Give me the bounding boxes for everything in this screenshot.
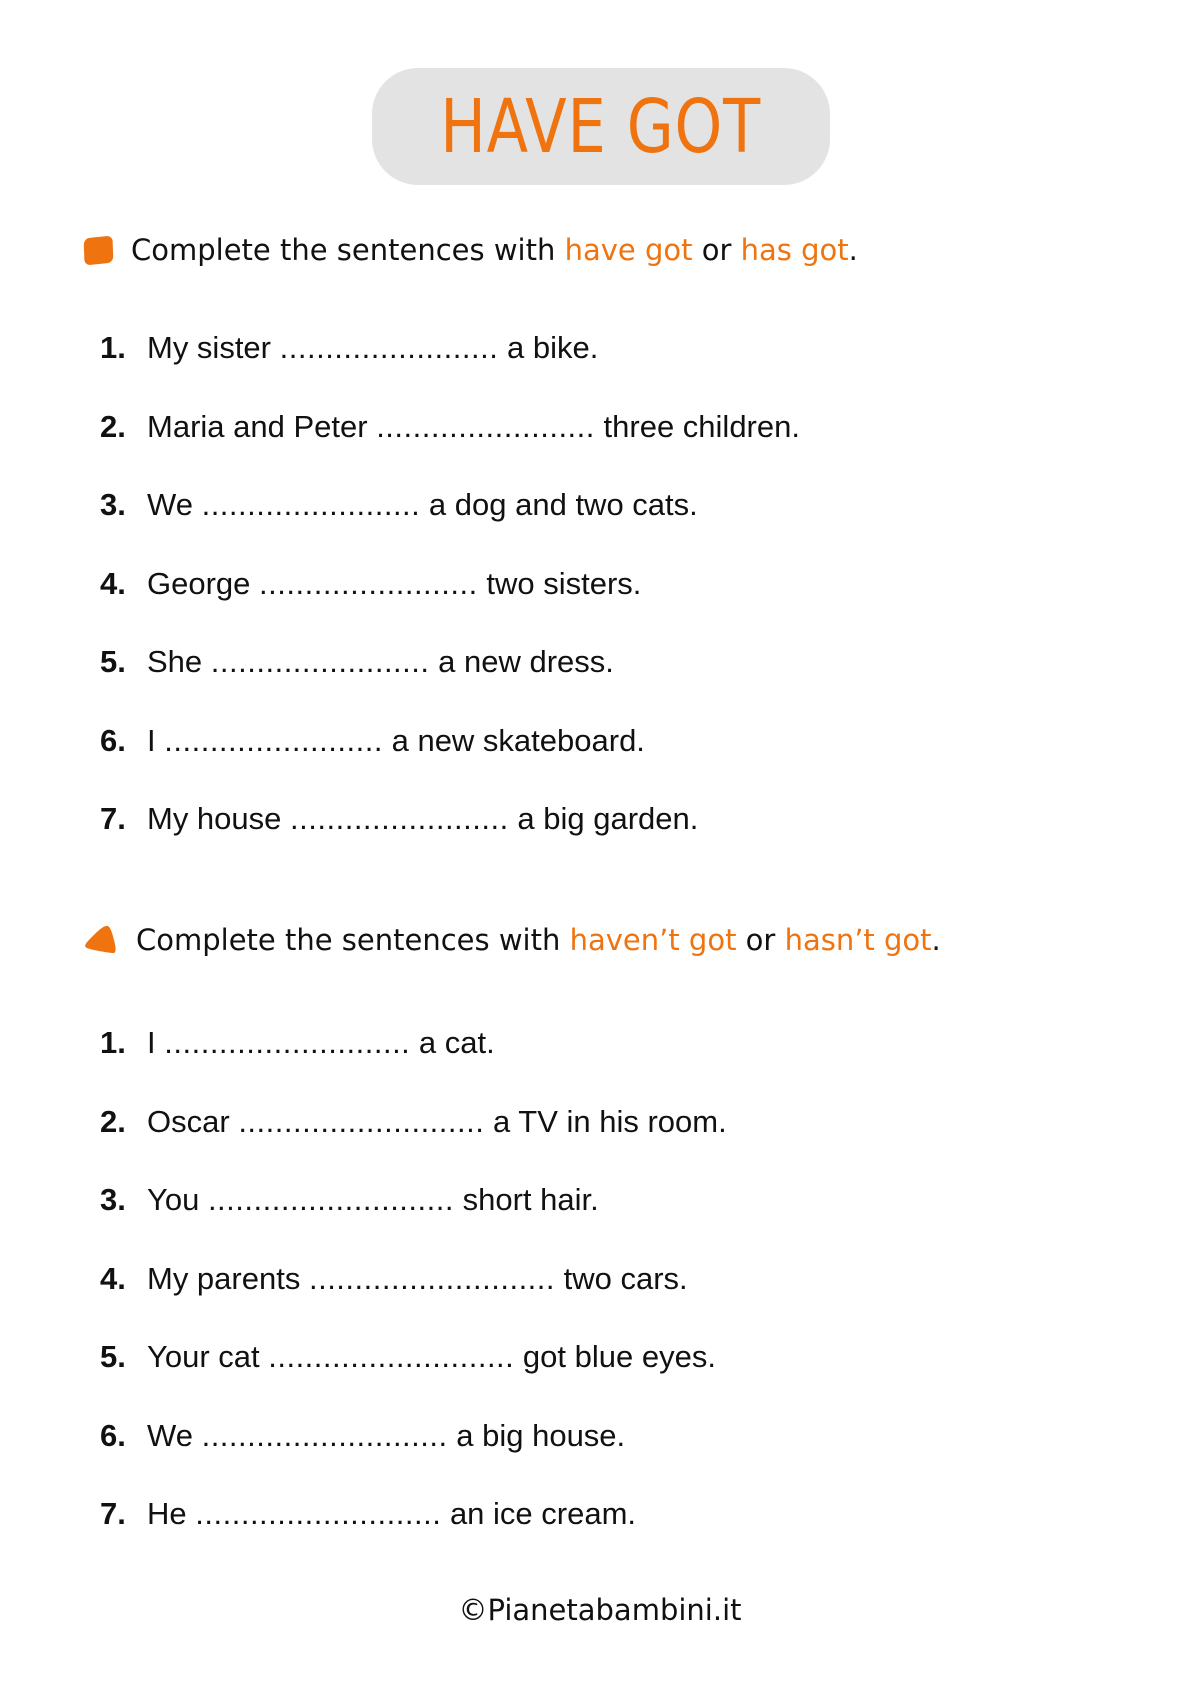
answer-blank[interactable]: ........................ bbox=[210, 644, 430, 680]
exercise-item bbox=[100, 702, 800, 781]
exercise-item bbox=[100, 1397, 727, 1476]
exercise-item bbox=[100, 466, 800, 545]
item-number: 3. bbox=[100, 487, 126, 523]
item-number: 5. bbox=[100, 1339, 126, 1375]
answer-blank[interactable]: ........................ bbox=[279, 330, 499, 366]
item-number: 6. bbox=[100, 722, 126, 758]
item-rest: a dog and two cats. bbox=[428, 487, 698, 523]
answer-blank[interactable]: ........................... bbox=[201, 1417, 448, 1453]
item-subject: My house bbox=[147, 801, 282, 837]
orange-square-icon bbox=[84, 235, 114, 265]
exercise-item bbox=[100, 1161, 727, 1240]
instruction-option-hasnt-got: hasn’t got bbox=[784, 923, 932, 957]
item-subject: We bbox=[147, 487, 193, 523]
item-rest: a TV in his room. bbox=[492, 1103, 727, 1139]
item-subject: Maria and Peter bbox=[147, 408, 368, 444]
answer-blank[interactable]: ........................... bbox=[308, 1260, 556, 1296]
item-subject: My parents bbox=[147, 1260, 301, 1296]
item-number: 6. bbox=[100, 1417, 126, 1453]
instruction-option-have-got: have got bbox=[564, 233, 693, 267]
item-rest: a big house. bbox=[456, 1417, 626, 1453]
item-rest: a bike. bbox=[506, 330, 599, 366]
section-1-instruction bbox=[84, 233, 858, 267]
item-subject: George bbox=[147, 565, 251, 601]
exercise-item bbox=[100, 780, 800, 859]
item-subject: We bbox=[147, 1417, 193, 1453]
item-rest: a cat. bbox=[418, 1025, 495, 1061]
item-subject: He bbox=[147, 1496, 187, 1532]
answer-blank[interactable]: ........................... bbox=[164, 1025, 411, 1061]
exercise-item bbox=[100, 1083, 727, 1162]
instruction-suffix: . bbox=[931, 923, 941, 957]
answer-blank[interactable]: ........................ bbox=[201, 487, 421, 523]
page-title: HAVE GOT bbox=[440, 83, 762, 170]
item-rest: two sisters. bbox=[486, 565, 642, 601]
exercise-item bbox=[100, 1004, 727, 1083]
item-number: 7. bbox=[100, 1496, 126, 1532]
section-1-exercise-list bbox=[100, 309, 800, 859]
exercise-item bbox=[100, 623, 800, 702]
item-rest: a new skateboard. bbox=[391, 722, 645, 758]
item-subject: She bbox=[147, 644, 203, 680]
item-number: 4. bbox=[100, 565, 126, 601]
exercise-item bbox=[100, 1318, 727, 1397]
item-rest: three children. bbox=[603, 408, 800, 444]
answer-blank[interactable]: ........................ bbox=[290, 801, 509, 837]
instruction-prefix: Complete the sentences with bbox=[136, 923, 570, 957]
answer-blank[interactable]: ........................... bbox=[268, 1339, 515, 1375]
instruction-joiner: or bbox=[692, 233, 741, 267]
item-rest: got blue eyes. bbox=[522, 1339, 716, 1375]
item-number: 3. bbox=[100, 1182, 126, 1218]
section-2-instruction bbox=[84, 923, 941, 957]
exercise-item bbox=[100, 1240, 727, 1319]
exercise-item bbox=[100, 309, 800, 388]
exercise-item bbox=[100, 1475, 727, 1554]
item-number: 2. bbox=[100, 408, 126, 444]
item-number: 1. bbox=[100, 330, 126, 366]
item-number: 4. bbox=[100, 1260, 126, 1296]
copyright-footer: ©Pianetabambini.it bbox=[458, 1593, 742, 1627]
item-subject: I bbox=[147, 1025, 156, 1061]
item-number: 2. bbox=[100, 1103, 126, 1139]
item-subject: I bbox=[147, 722, 156, 758]
exercise-item bbox=[100, 545, 800, 624]
title-banner bbox=[372, 68, 830, 185]
item-subject: My sister bbox=[147, 330, 271, 366]
orange-triangle-icon bbox=[84, 924, 118, 956]
instruction-option-havent-got: haven’t got bbox=[569, 923, 737, 957]
item-rest: an ice cream. bbox=[449, 1496, 637, 1532]
item-number: 7. bbox=[100, 801, 126, 837]
instruction-suffix: . bbox=[848, 233, 858, 267]
answer-blank[interactable]: ........................... bbox=[195, 1496, 442, 1532]
exercise-item bbox=[100, 388, 800, 467]
answer-blank[interactable]: ........................... bbox=[207, 1182, 454, 1218]
item-rest: short hair. bbox=[462, 1182, 599, 1218]
item-subject: Oscar bbox=[147, 1103, 230, 1139]
answer-blank[interactable]: ........................... bbox=[238, 1103, 485, 1139]
item-subject: Your cat bbox=[147, 1339, 260, 1375]
item-number: 5. bbox=[100, 644, 126, 680]
instruction-prefix: Complete the sentences with bbox=[131, 233, 565, 267]
item-rest: a big garden. bbox=[517, 801, 699, 837]
item-rest: a new dress. bbox=[438, 644, 614, 680]
answer-blank[interactable]: ........................ bbox=[376, 408, 595, 444]
item-number: 1. bbox=[100, 1025, 126, 1061]
section-2-exercise-list bbox=[100, 1004, 727, 1554]
instruction-joiner: or bbox=[736, 923, 785, 957]
item-subject: You bbox=[147, 1182, 200, 1218]
answer-blank[interactable]: ........................ bbox=[259, 565, 478, 601]
instruction-option-has-got: has got bbox=[740, 233, 849, 267]
item-rest: two cars. bbox=[563, 1260, 688, 1296]
answer-blank[interactable]: ........................ bbox=[164, 722, 383, 758]
